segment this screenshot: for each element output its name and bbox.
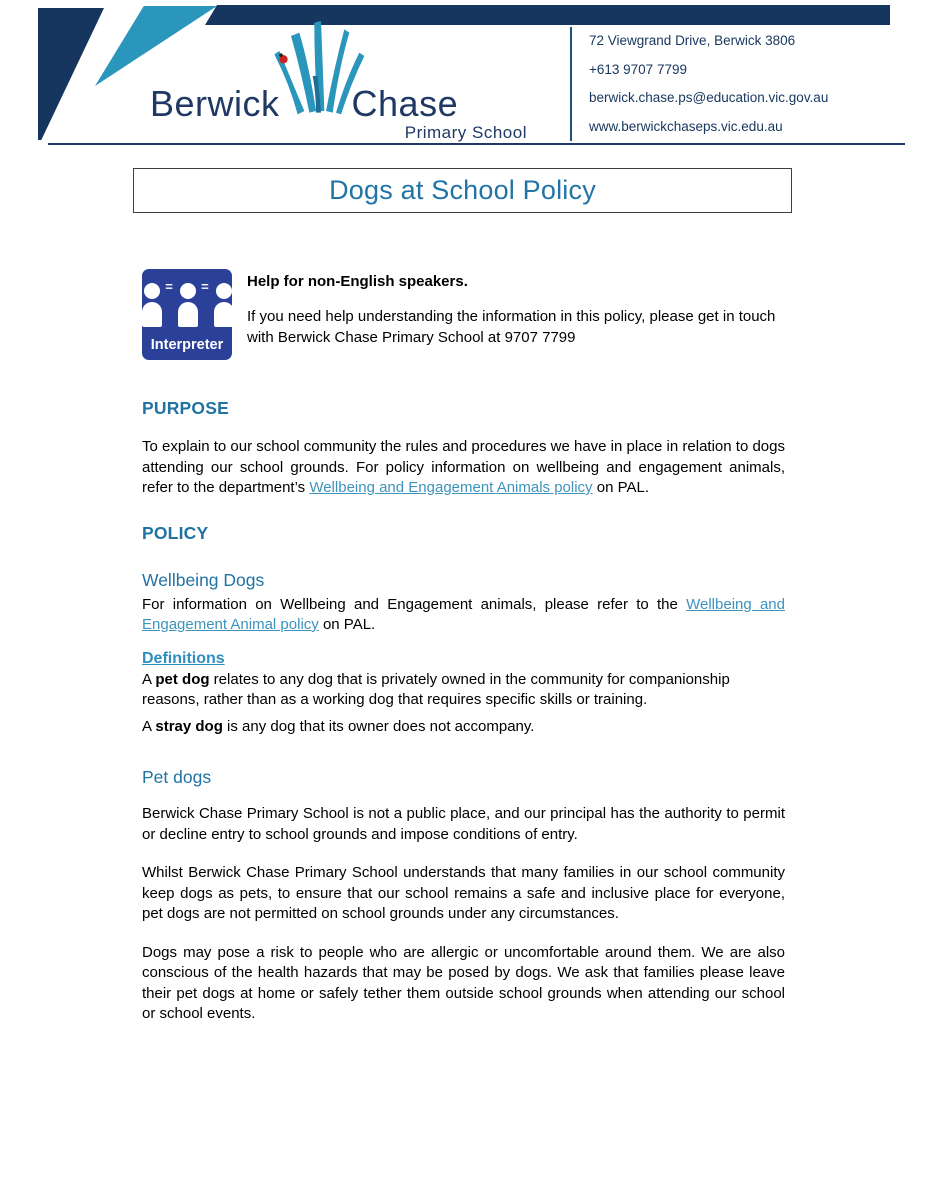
contact-phone: +613 9707 7799 xyxy=(589,61,687,77)
contact-address: 72 Viewgrand Drive, Berwick 3806 xyxy=(589,33,796,48)
school-logo xyxy=(150,25,570,140)
heading-definitions: Definitions xyxy=(142,649,225,667)
purpose-text-before-link: To explain to our school community the rules and procedures we have in place in relation to dogs attending our school grounds. For policy information on wellbeing and engagement animals, refer to the department’s xyxy=(142,438,785,496)
def2-rest: is any dog that its owner does not accompany. xyxy=(222,717,535,735)
definition-stray-dog xyxy=(142,717,785,738)
pet-dogs-paragraph-1: Berwick Chase Primary School is not a public place, and our principal has the authority to permit or decline entry to school grounds and impose conditions of entry. xyxy=(142,805,785,843)
header-divider-line xyxy=(48,143,905,145)
page-title: Dogs at School Policy xyxy=(329,175,596,205)
wellbeing-text-before-link: For information on Wellbeing and Engagement animals, please refer to the xyxy=(142,595,687,613)
logo-word-berwick: Berwick xyxy=(150,83,280,124)
contact-block xyxy=(570,27,900,141)
pet-dogs-paragraph-3: Dogs may pose a risk to people who are allergic or uncomfortable around them. We are also conscious of the health hazards that may be posed by dogs. We ask that families please leave their pet dogs at home or safely tether them outside school grounds when attending our school or school events. xyxy=(142,943,785,1022)
logo-word-chase: Chase xyxy=(351,83,459,124)
definition-pet-dog xyxy=(142,670,785,711)
wellbeing-engagement-animal-policy-link[interactable]: Wellbeing and Engagement Animal policy xyxy=(142,595,785,633)
purpose-text-after-link: on PAL. xyxy=(592,479,649,496)
contact-email: berwick.chase.ps@education.vic.gov.au xyxy=(589,90,829,105)
purpose-paragraph xyxy=(142,437,785,499)
document-title-box xyxy=(133,168,792,213)
heading-purpose: PURPOSE xyxy=(142,398,229,418)
pet-dogs-paragraph-2: Whilst Berwick Chase Primary School understands that many families in our school community keep dogs as pets, to ensure that our school remains a safe and inclusive place for everyone, pet dogs are not permitted on school grounds under any circumstances. xyxy=(142,864,785,922)
heading-pet-dogs: Pet dogs xyxy=(142,767,212,787)
heading-policy: POLICY xyxy=(142,522,209,543)
def1-rest: relates to any dog that is privately owned in the community for companionship reasons, rather than as a working dog that requires specific skills or training. xyxy=(142,670,730,708)
interpreter-icon-label: Interpreter xyxy=(150,337,224,353)
interpreter-body: If you need help understanding the information in this policy, please get in touch with Berwick Chase Primary School at 9707 7799 xyxy=(247,308,776,346)
interpreter-heading: Help for non-English speakers. xyxy=(247,273,468,290)
document-body xyxy=(142,160,785,1025)
header-navy-triangle xyxy=(38,8,104,140)
wellbeing-engagement-animals-policy-link[interactable]: Wellbeing and Engagement Animals policy xyxy=(309,479,593,496)
def2-term: stray dog xyxy=(155,717,223,735)
wellbeing-paragraph xyxy=(142,595,785,636)
grass-blades-icon xyxy=(266,15,366,132)
wellbeing-text-after-link: on PAL. xyxy=(318,616,376,633)
contact-website: www.berwickchaseps.vic.edu.au xyxy=(589,118,783,134)
def2-prefix: A xyxy=(142,717,156,735)
def1-prefix: A xyxy=(142,670,156,688)
interpreter-icon: = = Interpreter xyxy=(142,269,232,360)
logo-subtitle: Primary School xyxy=(404,123,527,142)
interpreter-block xyxy=(142,269,785,360)
def1-term: pet dog xyxy=(155,670,210,688)
heading-wellbeing-dogs: Wellbeing Dogs xyxy=(142,569,265,590)
